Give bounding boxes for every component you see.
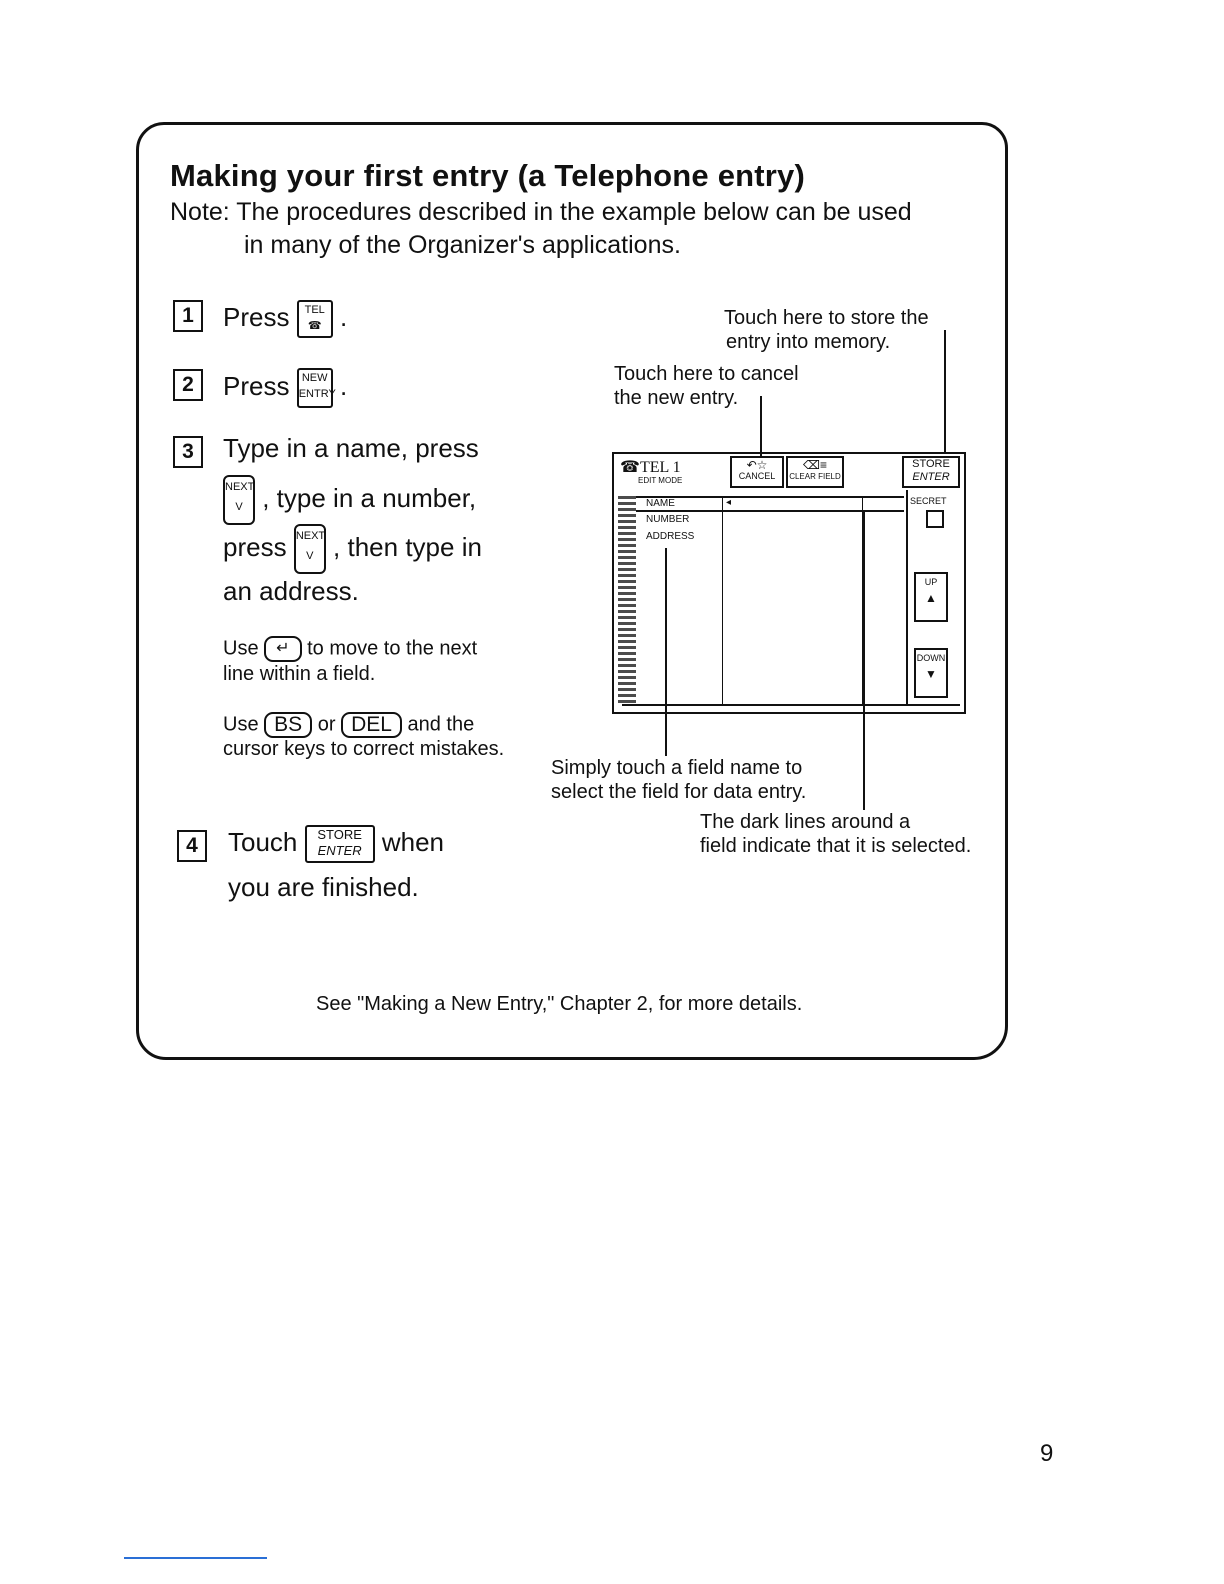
step-3-line-4: an address. (223, 576, 359, 606)
tip-1-line-1: Use ↵ to move to the next (223, 636, 477, 662)
step-4-number: 4 (177, 830, 207, 862)
screen-cancel-button[interactable]: ↶☆ CANCEL (730, 456, 784, 488)
cursor-icon: ◂ (726, 497, 732, 508)
step-3-number: 3 (173, 436, 203, 468)
note-line-1: Note: The procedures described in the example below can be used (170, 198, 912, 226)
step-3-line-2: NEXT V , type in a number, (223, 475, 476, 525)
step-3-line-1: Type in a name, press (223, 433, 479, 463)
step-1 (223, 300, 347, 338)
step-2-number: 2 (173, 369, 203, 401)
tel-key-icon: TEL ☎ (297, 300, 333, 338)
note-line-2: in many of the Organizer's applications. (244, 231, 681, 259)
callout-store: Touch here to store the entry into memory. (724, 307, 929, 353)
down-arrow-icon: ▼ (925, 667, 937, 681)
screen-secret-checkbox[interactable] (926, 510, 944, 528)
screen-field-address[interactable]: ADDRESS (646, 531, 695, 542)
organizer-screen-illustration (612, 452, 966, 714)
leader-line-cancel (760, 396, 762, 458)
step-3-line-3: press NEXT V , then type in (223, 524, 482, 574)
screen-field-number[interactable]: NUMBER (646, 514, 690, 525)
step-4-line-2: you are finished. (228, 872, 419, 902)
step-2 (223, 368, 347, 408)
step-2-period: . (339, 370, 348, 401)
footer-reference: See "Making a New Entry," Chapter 2, for more details. (316, 993, 803, 1015)
leader-line-store (944, 330, 946, 454)
bs-key-icon: BS (264, 712, 312, 738)
step-1-text: Press (223, 301, 290, 332)
next-key-icon: NEXT V (294, 524, 326, 574)
notebook-spiral-icon (618, 496, 636, 706)
page-number: 9 (1040, 1440, 1054, 1467)
screen-field-name[interactable]: NAME (646, 498, 675, 509)
step-1-number: 1 (173, 300, 203, 332)
screen-store-button[interactable]: STORE ENTER (902, 456, 960, 488)
cancel-icon: ↶☆ (746, 458, 768, 472)
tip-2-line-1: Use BS or DEL and the (223, 713, 475, 736)
step-4-line-1: Touch STORE ENTER when (228, 825, 444, 863)
screen-secret-label: SECRET (910, 496, 947, 506)
footer-rule (124, 1557, 267, 1559)
return-key-icon: ↵ (264, 636, 301, 662)
step-2-text: Press (223, 370, 290, 401)
screen-down-button[interactable]: DOWN ▼ (914, 648, 948, 698)
screen-title: ☎TEL 1 (620, 459, 681, 476)
store-enter-key-icon: STORE ENTER (305, 825, 375, 863)
up-arrow-icon: ▲ (925, 591, 937, 605)
callout-cancel: Touch here to cancel the new entry. (614, 363, 799, 409)
callout-dark-lines: The dark lines around a field indicate that it is selected. (700, 811, 972, 857)
tip-1-line-2: line within a field. (223, 663, 376, 685)
screen-mode: EDIT MODE (638, 476, 683, 485)
next-key-icon: NEXT V (223, 475, 255, 525)
tip-2-line-2: cursor keys to correct mistakes. (223, 738, 505, 760)
screen-clear-field-button[interactable]: ⌫≡ CLEAR FIELD (786, 456, 844, 488)
section-heading: Making your first entry (a Telephone entry) (170, 158, 806, 193)
clear-field-icon: ⌫≡ (803, 458, 827, 472)
step-1-period: . (339, 301, 348, 332)
new-entry-key-icon: NEW ENTRY (297, 368, 333, 408)
callout-field-name: Simply touch a field name to select the field for data entry. (551, 757, 807, 803)
telephone-icon: ☎ (620, 459, 640, 476)
del-key-icon: DEL (341, 712, 402, 738)
screen-up-button[interactable]: UP ▲ (914, 572, 948, 622)
